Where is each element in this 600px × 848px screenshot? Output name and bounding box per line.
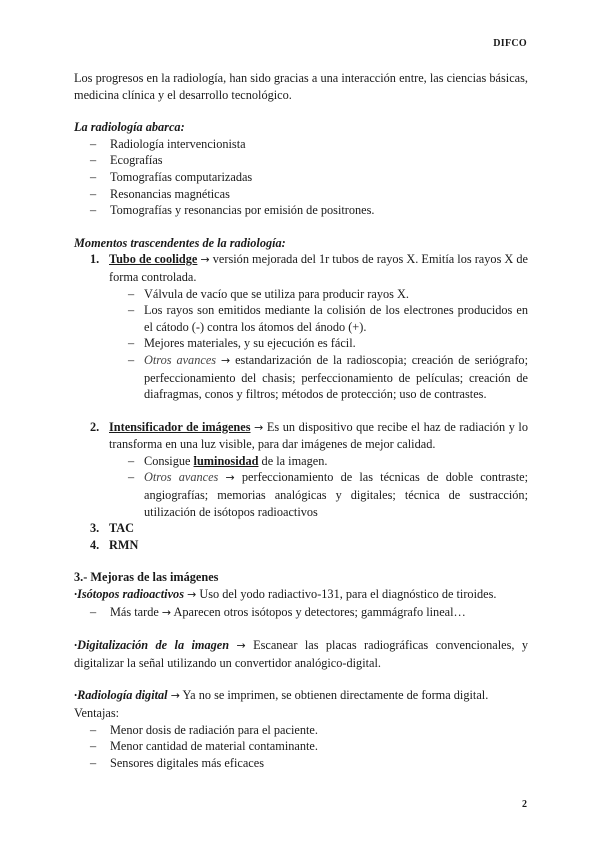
rmn-label: RMN [109,537,139,552]
momento-coolidge [74,251,528,285]
list-item [74,469,528,520]
list-item: – Radiología intervencionista [74,136,528,153]
item-number: 4. [90,537,100,552]
otros-avances-text: perfeccionamiento de las técnicas de doble contraste; angiografías; memorias analógicas y digitales; técnica de sustracción; utilización de isótopos radioactivos [144,470,528,519]
mas-tarde-pre: Más tarde [110,604,162,619]
momentos-list-2 [74,419,528,453]
arrow-icon: → [187,588,197,602]
radiologia-digital-label: ·Radiología digital [74,688,168,703]
coolidge-desc: versión mejorada del 1r tubos de rayos X. Emitía los rayos X de forma controlada. [109,252,528,284]
page-content [74,70,528,771]
otros-avances-label: Otros avances [144,470,219,485]
arrow-icon: → [161,605,172,619]
abarca-list [74,136,528,219]
arrow-icon: → [225,471,235,485]
item-number: 2. [90,419,100,434]
otros-avances-text: estandarización de la radioscopia; creación de seriógrafo; perfeccionamiento del chasis; perfeccionamiento de películas; creación de diafragmas, conos y filtros; métodos de protección; uso de contrastes. [144,352,528,402]
arrow-icon: → [170,689,180,703]
list-item: – Tomografías computarizadas [74,169,528,186]
momento-tac [74,520,528,537]
momento-rmn [74,537,528,554]
list-item: – Menor cantidad de material contaminante. [74,738,528,755]
momentos-heading: Momentos trascendentes de la radiología: [74,235,286,250]
intensificador-sublist [74,453,528,520]
list-item [74,604,528,622]
list-item: – Resonancias magnéticas [74,186,528,203]
list-item: – Válvula de vacío que se utiliza para producir rayos X. [74,286,528,303]
isotopos-sublist [74,604,528,622]
digitalizacion-paragraph [74,637,528,671]
page-number: 2 [522,799,527,810]
arrow-icon: → [254,420,264,434]
item-number: 1. [90,252,100,267]
isotopos-paragraph [74,586,528,604]
list-item: – Mejores materiales, y su ejecución es fácil. [74,335,528,352]
digitalizacion-text: Escanear las placas radiográficas convencionales, y digitalizar la señal utilizando un convertidor analógico-digital. [74,638,529,670]
momentos-list-3 [74,520,528,553]
item-number: 3. [90,521,100,536]
momentos-list [74,251,528,285]
isotopos-label: ·Isótopos radioactivos [74,587,184,602]
list-item [74,453,528,470]
tac-label: TAC [109,521,135,536]
list-item: – Sensores digitales más eficaces [74,755,528,772]
momento-intensificador [74,419,528,453]
ventajas-label: Ventajas: [74,706,120,720]
mejoras-heading: 3.- Mejoras de las imágenes [74,570,219,585]
list-item [74,352,528,403]
list-item: – Menor dosis de radiación para el paciente. [74,722,528,739]
otros-avances-label: Otros avances [144,352,217,367]
arrow-icon: → [236,639,246,653]
luminosidad-post: de la imagen. [258,453,328,468]
radiologia-digital-paragraph [74,687,528,705]
ventajas-list [74,722,528,772]
intensificador-paragraph [109,419,528,453]
digitalizacion-label: ·Digitalización de la imagen [74,638,230,653]
abarca-heading: La radiología abarca: [74,120,185,135]
intensificador-desc: Es un dispositivo que recibe el haz de radiación y lo transforma en una luz visible, para dar imágenes de mejor calidad. [109,419,528,452]
coolidge-paragraph [109,251,528,285]
intro-paragraph: Los progresos en la radiología, han sido gracias a una interacción entre, las ciencias básicas, medicina clínica y el desarrollo tecnológico. [74,71,528,102]
arrow-icon: → [220,353,231,367]
list-item: – Ecografías [74,152,528,169]
coolidge-sublist [74,286,528,403]
luminosidad-pre: Consigue [144,453,194,468]
coolidge-term: Tubo de coolidge [109,252,198,267]
document-header: DIFCO [493,38,527,49]
arrow-icon: → [200,253,210,267]
intensificador-term: Intensificador de imágenes [109,419,251,434]
mas-tarde-text: Aparecen otros isótopos y detectores; gammágrafo lineal… [171,604,466,619]
isotopos-text: Uso del yodo radiactivo-131, para el diagnóstico de tiroides. [196,587,497,602]
list-item: – Tomografías y resonancias por emisión de positrones. [74,202,528,219]
luminosidad-term: luminosidad [193,453,259,468]
radiologia-digital-text: Ya no se imprimen, se obtienen directamente de forma digital. [179,688,489,703]
list-item: – Los rayos son emitidos mediante la colisión de los electrones producidos en el cátodo (-) contra los átomos del ánodo (+). [74,302,528,335]
